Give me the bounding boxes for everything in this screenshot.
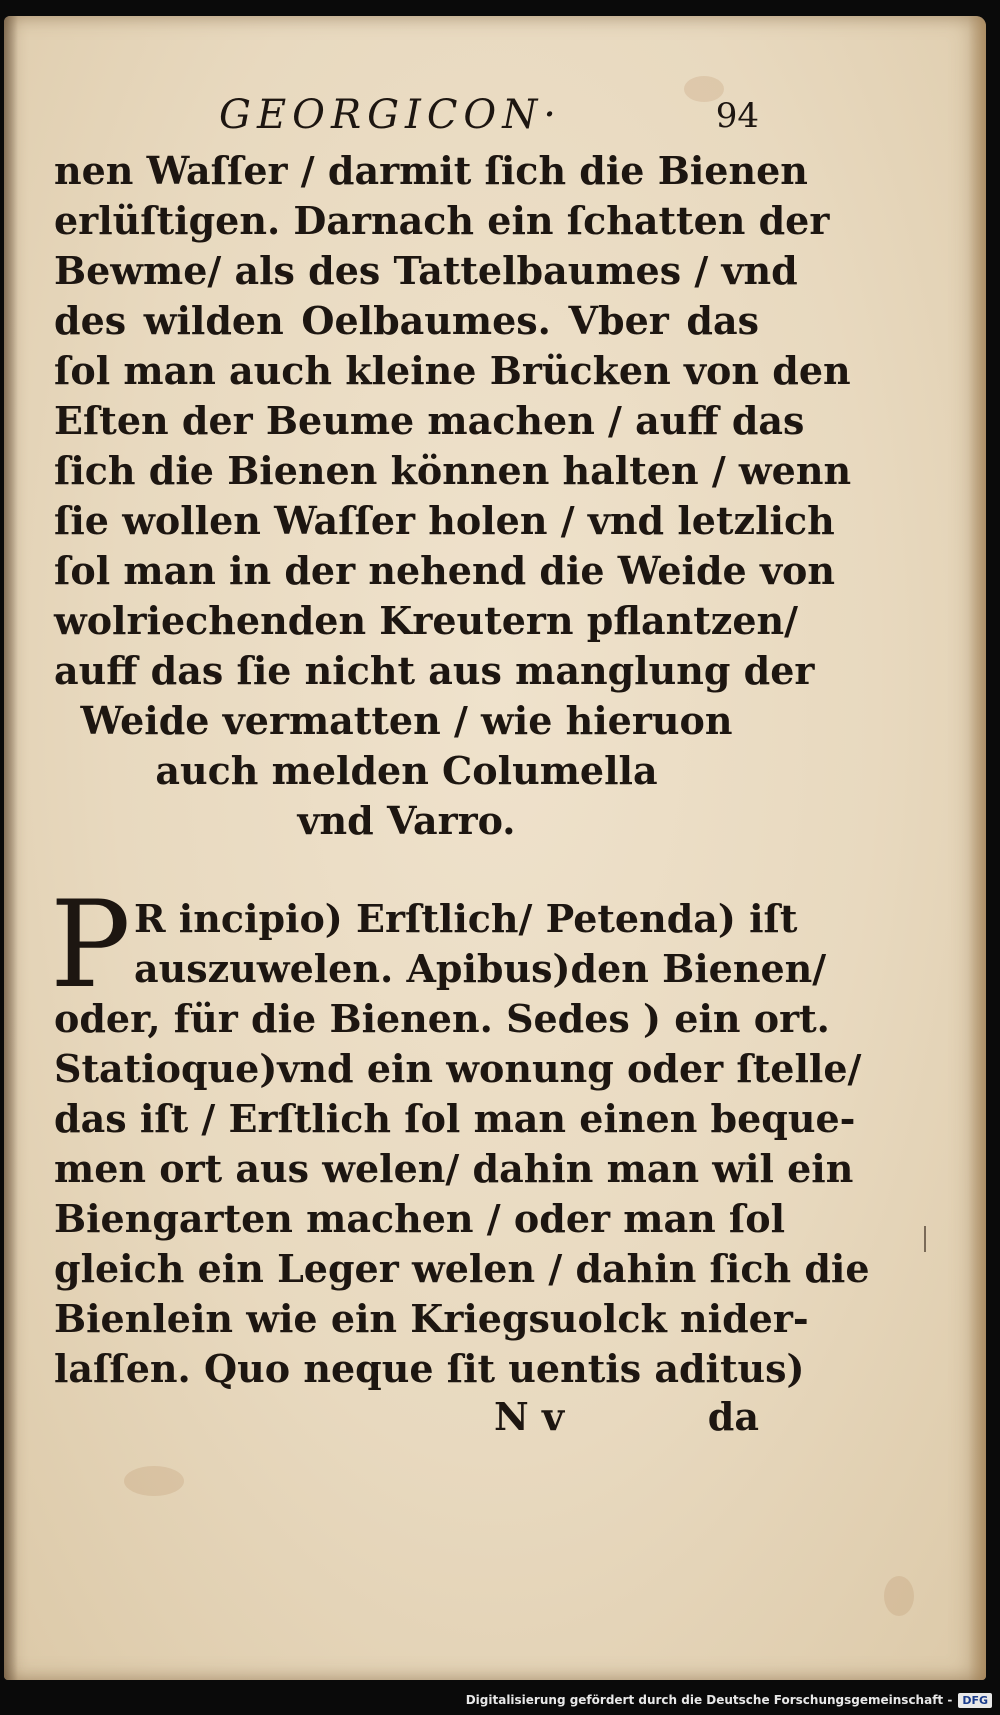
section-gap [54, 846, 759, 894]
text-line: nen Waſſer / darmit ſich die Bienen [54, 148, 808, 193]
text-line: ſich die Bienen können halten / wenn [54, 448, 852, 493]
footer-credit: Digitalisierung gefördert durch die Deutsche Forschungsgemeinschaft - [465, 1693, 953, 1707]
text-line: erlüſtigen. Darnach ein ſchatten der [54, 198, 830, 243]
text-line: R incipio) Erſtlich/ Petenda) iſt [134, 896, 798, 941]
text-line: oder, für die Bienen. Sedes ) ein ort. [54, 996, 830, 1041]
digitization-footer [0, 1688, 1000, 1712]
gutter-shadow [4, 16, 18, 1680]
text-line: des wilden Oelbaumes. Vber das [54, 298, 759, 343]
paper-stain [884, 1576, 914, 1616]
text-line-centered: vnd Varro. [297, 798, 516, 843]
page-header [54, 78, 759, 146]
initial-block [50, 876, 827, 1015]
text-line: ſie wollen Waſſer holen / vnd letzlich [54, 498, 835, 543]
catchword: da [707, 1394, 759, 1439]
text-line: Eſten der Beume machen / auff das [54, 398, 805, 443]
commentary [50, 876, 870, 1394]
text-line: Biengarten machen / oder man ſol [54, 1196, 786, 1241]
page-number: 94 [715, 96, 759, 136]
text-line: auff das ſie nicht aus manglung der [54, 648, 815, 693]
book-page [4, 16, 986, 1680]
paper-stain [124, 1466, 184, 1496]
text-line-centered: auch melden Columella [155, 748, 658, 793]
text-line: Bewme/ als des Tattelbaumes / vnd [54, 248, 798, 293]
text-line: Statioque)vnd ein wonung oder ſtelle/ [54, 1046, 862, 1091]
text-line: ſol man in der nehend die Weide von [54, 548, 836, 593]
text-line: auszuwelen. Apibus)den Bienen/ [134, 946, 827, 991]
running-head: GEORGICON· [219, 92, 562, 138]
text-line: wolriechenden Kreutern pflantzen/ [54, 598, 799, 643]
text-line: das iſt / Erſtlich ſol man einen beque- [54, 1096, 856, 1141]
dfg-logo: DFG [958, 1693, 992, 1708]
main-text [54, 146, 852, 846]
text-line: gleich ein Leger welen / dahin ſich die [54, 1246, 870, 1291]
text-line-centered: Weide vermatten / wie hieruon [80, 698, 733, 743]
margin-mark [924, 1226, 926, 1252]
text-block [50, 78, 870, 1448]
signature-mark: N v [494, 1394, 565, 1439]
text-line: Bienlein wie ein Kriegsuolck nider- [54, 1296, 809, 1341]
text-line: laſſen. Quo neque ſit uentis aditus) [54, 1346, 805, 1391]
initial-letter: P [50, 876, 131, 1015]
catch-line [54, 1394, 759, 1448]
page-edge [968, 16, 986, 1680]
text-line: ſol man auch kleine Brücken von den [54, 348, 851, 393]
text-line: men ort aus welen/ dahin man wil ein [54, 1146, 854, 1191]
